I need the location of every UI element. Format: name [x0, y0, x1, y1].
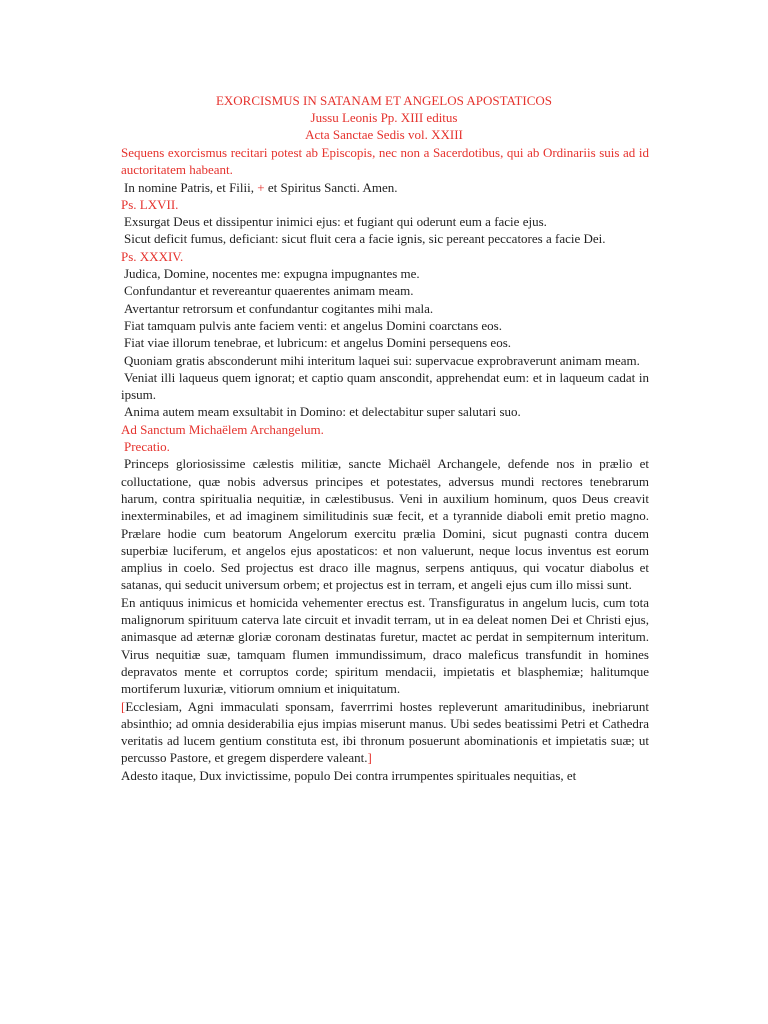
psalm2-verse: Veniat illi laqueus quem ignorat; et captio quam anscondit, apprehendat eum: et in laqueum cadat in ipsum. [121, 369, 649, 403]
psalm2-verse: Avertantur retrorsum et confundantur cogitantes mihi mala. [124, 300, 434, 316]
bracket-close: ] [367, 750, 372, 766]
psalm1-verse: Exsurgat Deus et dissipentur inimici ejus: et fugiant qui oderunt eum a facie ejus. [124, 214, 547, 230]
invocation [121, 179, 649, 196]
prayer-subheading: Precatio. [124, 439, 170, 455]
cross-symbol: + [257, 179, 265, 195]
psalm2-verse: Quoniam gratis absconderunt mihi interitum laquei sui: supervacue exprobraverunt animam meam. [124, 352, 640, 368]
prayer-paragraph: Princeps gloriosissime cælestis militiæ, sancte Michaël Archangele, defende nos in prælio et colluctatione, quæ nobis adversus principes et potestates, adversus mundi rectores tenebrarum harum, contra spiritualia nequitiæ, in cælestibusus. Veni in auxilium hominum, quos Deus creavit inexterminabiles, et ad imaginem similitudinis suæ fecit, et a tyrannide diaboli emit pretio magno. Prælare hodie cum beatorum Angelorum exercitu prælia Domini, sicut pugnasti contra ducem superbiæ luciferum, et angelos ejus apostaticos: et non valuerunt, neque locus inventus est eorum amplius in coelo. Sed projectus est draco ille magnus, serpens antiquus, qui vocatur diabolus et satanas, qui seducit universum orbem; et projectus est in terram, et angeli ejus cum illo missi sunt. [121, 456, 649, 593]
document-body [121, 144, 649, 784]
psalm1-heading: Ps. LXVII. [121, 196, 179, 212]
psalm1-verse: Sicut deficit fumus, deficiant: sicut fluit cera a facie ignis, sic pereant peccatores a facie Dei. [124, 231, 606, 247]
title-block [0, 92, 768, 143]
psalm2-heading: Ps. XXXIV. [121, 248, 184, 264]
psalm2-verse: Anima autem meam exsultabit in Domino: et delectabitur super salutari suo. [124, 404, 521, 420]
psalm2-verse: Judica, Domine, nocentes me: expugna impugnantes me. [124, 266, 420, 282]
document-subtitle: Jussu Leonis Pp. XIII editus [310, 110, 458, 125]
bracketed-text: Ecclesiam, Agni immaculati sponsam, faverrrimi hostes repleverunt amaritudinibus, inebriarunt absinthio; ad omnia desiderabilia ejus impias miserunt manus. Ubi sedes beatissimi Petri et Cathedra veritatis ad lucem gentium constituta est, ibi thronum posuerunt abominationis et impietatis suæ; ut percusso Pastore, et gregem disperdere valeant. [121, 698, 649, 766]
psalm2-verse: Fiat viae illorum tenebrae, et lubricum: et angelus Domini persequens eos. [124, 335, 512, 351]
psalm2-verse: Confundantur et revereantur quaerentes animam meam. [124, 283, 414, 299]
psalm2-verse: Fiat tamquam pulvis ante faciem venti: et angelus Domini coarctans eos. [124, 317, 502, 333]
document-source: Acta Sanctae Sedis vol. XXIII [305, 127, 463, 142]
rubric-intro: Sequens exorcismus recitari potest ab Episcopis, nec non a Sacerdotibus, qui ab Ordinariis suis ad id auctoritatem habeant. [121, 145, 649, 178]
document-title: EXORCISMUS IN SATANAM ET ANGELOS APOSTATICOS [215, 93, 553, 108]
invocation-before: In nomine Patris, et Filii, [124, 179, 258, 195]
bracketed-paragraph [121, 698, 649, 767]
prayer-paragraph: En antiquus inimicus et homicida vehementer erectus est. Transfiguratus in angelum lucis, cum tota malignorum spirituum caterva late circuit et invadit terram, ut in ea deleat nomen Dei et Christi ejus, animasque ad æternæ gloriæ coronam destinatas furetur, mactet ac perdat in sempiternum interitum. Virus nequitiæ suæ, tamquam flumen immundissimum, draco maleficus transfundit in homines depravatos mente et corruptos corde; spiritum mendacii, impietatis et blasphemiæ; halitumque mortiferum luxuriæ, vitiorum omnium et iniquitatum. [121, 594, 649, 697]
invocation-after: et Spiritus Sancti. Amen. [264, 179, 398, 195]
prayer-paragraph: Adesto itaque, Dux invictissime, populo Dei contra irrumpentes spirituales nequitias, et [121, 767, 577, 783]
bracket-open: [ [121, 698, 126, 714]
prayer-heading: Ad Sanctum Michaëlem Archangelum. [121, 421, 324, 437]
